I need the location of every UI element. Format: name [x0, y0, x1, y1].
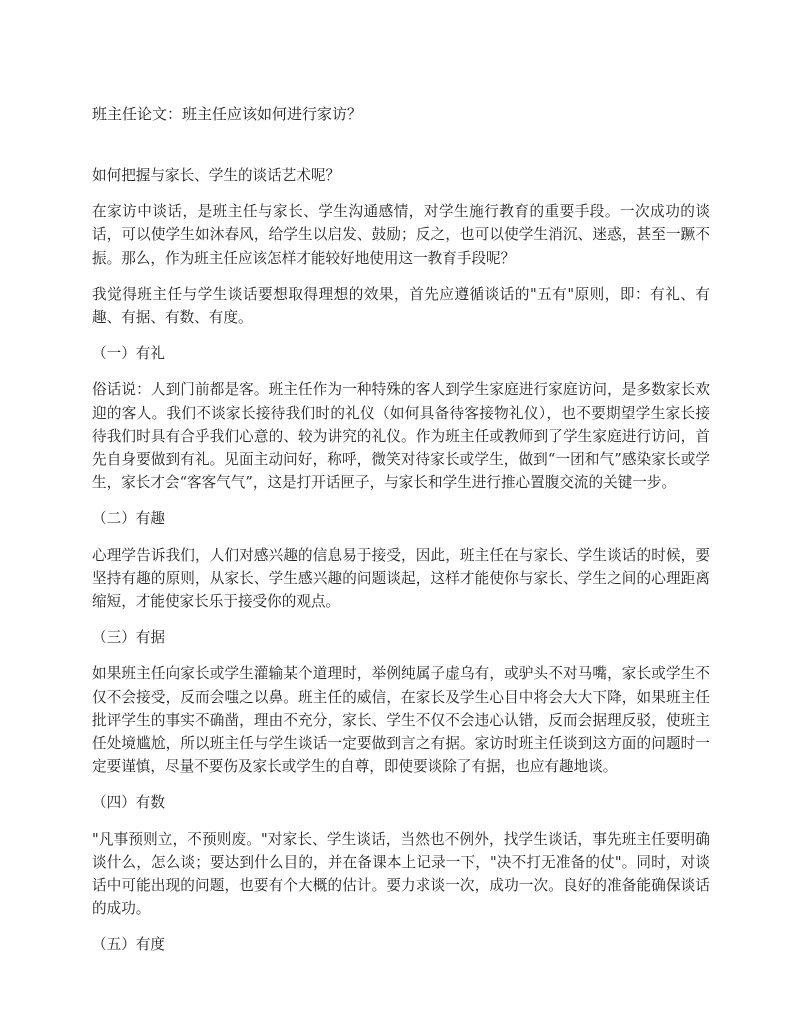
paragraph-body: 我觉得班主任与学生谈话要想取得理想的效果，首先应遵循谈话的"五有"原则，即：有礼、有趣、有据、有数、有度。 [92, 285, 710, 327]
section-heading: （三）有据 [92, 629, 165, 647]
document-title: 班主任论文：班主任应该如何进行家访？ [92, 105, 363, 123]
paragraph-body: 如果班主任向家长或学生灌输某个道理时，举例纯属子虚乌有，或驴头不对马嘴，家长或学生不仅不会接受，反而会嗤之以鼻。班主任的威信，在家长及学生心目中将会大大下降，如果班主任批评学生的事实不确凿，理由不充分，家长、学生不仅不会违心认错，反而会据理反驳，使班主任处境尴尬，所以班主任与学生谈话一定要做到言之有据。家访时班主任谈到这方面的问题时一定要谨慎，尽量不要伤及家长或学生的自尊，即使要谈除了有据，也应有趣地谈。 [92, 665, 710, 776]
section-heading: （二）有趣 [92, 510, 165, 528]
section-heading: （一）有礼 [92, 345, 165, 363]
document-body [92, 164, 710, 970]
paragraph-body: 心理学告诉我们，人们对感兴趣的信息易于接受，因此，班主任在与家长、学生谈话的时候，要坚持有趣的原则，从家长、学生感兴趣的问题谈起，这样才能使你与家长、学生之间的心理距离缩短，才能使家长乐于接受你的观点。 [92, 546, 710, 611]
paragraph-intro-question: 如何把握与家长、学生的谈话艺术呢？ [92, 167, 341, 184]
paragraph-body: "凡事预则立，不预则废。"对家长、学生谈话，当然也不例外，找学生谈话，事先班主任要明确谈什么，怎么谈；要达到什么目的，并在备课本上记录一下，"决不打无准备的仗"。同时，对谈话中可能出现的问题，也要有个大概的估计。要力求谈一次，成功一次。良好的准备能确保谈话的成功。 [92, 830, 710, 918]
paragraph-body: 在家访中谈话，是班主任与家长、学生沟通感情，对学生施行教育的重要手段。一次成功的谈话，可以使学生如沐春风，给学生以启发、鼓励；反之，也可以使学生消沉、迷惑，甚至一蹶不振。那么，作为班主任应该怎样才能较好地使用这一教育手段呢？ [92, 203, 710, 267]
paragraph-body: 俗话说：人到门前都是客。班主任作为一种特殊的客人到学生家庭进行家庭访问，是多数家长欢迎的客人。我们不谈家长接待我们时的礼仪（如何具备待客接物礼仪），也不要期望学生家长接待我们时具有合乎我们心意的、较为讲究的礼仪。作为班主任或教师到了学生家庭进行访问，首先自身要做到有礼。见面主动问好，称呼，微笑对待家长或学生，做到“一团和气”感染家长或学生，家长才会“客客气气”，这是打开话匣子，与家长和学生进行推心置腹交流的关键一步。 [92, 381, 710, 492]
section-heading: （四）有数 [92, 794, 165, 812]
section-heading: （五）有度 [92, 936, 165, 954]
